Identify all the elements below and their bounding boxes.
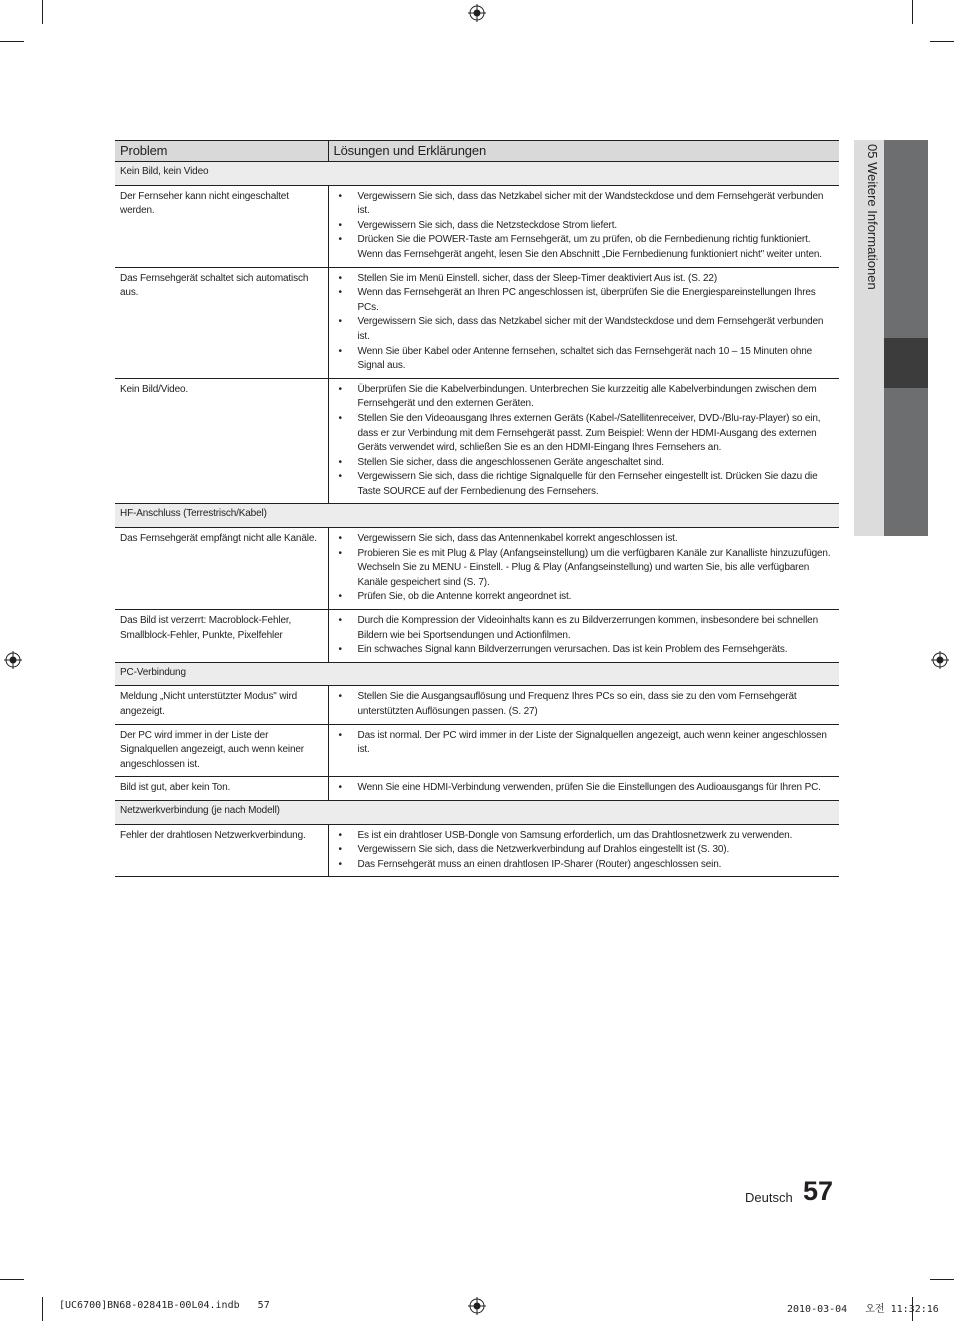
solution-list [339,614,834,658]
crop-mark [930,41,954,42]
section-title: PC-Verbindung [115,662,839,686]
chapter-tab-label: 05 Weitere Informationen [865,144,880,290]
problem-cell: Fehler der drahtlosen Netzwerkverbindung. [115,824,328,877]
solution-cell [328,777,839,801]
solution-item: • Stellen Sie sicher, dass die angeschlossenen Geräte angeschaltet sind. [339,456,834,471]
problem-cell: Der Fernseher kann nicht eingeschaltet werden. [115,185,328,267]
solution-list [339,781,834,796]
solution-cell [328,724,839,777]
solution-cell [328,528,839,610]
solution-cell [328,610,839,663]
solution-list [339,532,834,605]
section-title: Netzwerkverbindung (je nach Modell) [115,800,839,824]
crop-mark [0,41,24,42]
crop-mark [42,1297,43,1321]
section-header-row [115,162,839,186]
problem-cell: Das Fernsehgerät empfängt nicht alle Kanäle. [115,528,328,610]
solution-item: • Vergewissern Sie sich, dass die Netzwerkverbindung auf Drahlos eingestellt ist (S. 30). [339,843,834,858]
table-body [115,162,839,877]
solution-item: • Vergewissern Sie sich, dass die Netzsteckdose Strom liefert. [339,219,834,234]
registration-mark-icon [468,1297,486,1315]
table-row [115,378,839,504]
table-row [115,267,839,378]
solution-list [339,829,834,873]
solution-item: • Stellen Sie im Menü Einstell. sicher, dass der Sleep-Timer deaktiviert Aus ist. (S. 22) [339,272,834,287]
solution-item: • Das Fernsehgerät muss an einen drahtlosen IP-Sharer (Router) angeschlossen sein. [339,858,834,873]
solution-cell [328,824,839,877]
solution-column-header: Lösungen und Erklärungen [328,141,839,162]
section-title: HF-Anschluss (Terrestrisch/Kabel) [115,504,839,528]
registration-mark-icon [931,651,949,669]
table-row [115,528,839,610]
problem-cell: Kein Bild/Video. [115,378,328,504]
solution-item: • Überprüfen Sie die Kabelverbindungen. Unterbrechen Sie kurzzeitig alle Kabelverbindungen zwischen dem Fernsehgerät und den externen Geräten. [339,383,834,412]
solution-item: • Vergewissern Sie sich, dass das Netzkabel sicher mit der Wandsteckdose und dem Fernsehgerät verbunden ist. [339,315,834,344]
table-header-row [115,141,839,162]
table-row [115,724,839,777]
solution-item: • Drücken Sie die POWER-Taste am Fernsehgerät, um zu prüfen, ob die Fernbedienung richtig funktioniert. Wenn das Fernsehgerät angeht, lesen Sie den Abschnitt „Die Fernbedienung funktioniert nicht" weiter unten. [339,233,834,262]
section-title: Kein Bild, kein Video [115,162,839,186]
solution-item: • Es ist ein drahtloser USB-Dongle von Samsung erforderlich, um das Drahtlosnetzwerk zu verwenden. [339,829,834,844]
print-timestamp: 2010-03-04 오전 11:32:16 [787,1304,939,1315]
problem-cell: Der PC wird immer in der Liste der Signalquellen angezeigt, auch wenn keiner angeschlossen ist. [115,724,328,777]
solution-list [339,690,834,719]
section-header-row [115,662,839,686]
problem-cell: Meldung „Nicht unterstützter Modus" wird angezeigt. [115,686,328,724]
registration-mark-icon [468,4,486,22]
section-header-row [115,504,839,528]
solution-item: • Wenn Sie über Kabel oder Antenne fernsehen, schaltet sich das Fernsehgerät nach 10 – 15 Minuten ohne Signal aus. [339,345,834,374]
table-row [115,686,839,724]
chapter-tab-marker [884,338,928,388]
table-row [115,824,839,877]
print-file-info: [UC6700]BN68-02841B-00L04.indb 57 [59,1300,270,1311]
problem-column-header: Problem [115,141,328,162]
language-label: Deutsch [745,1190,793,1205]
solution-item: • Vergewissern Sie sich, dass das Netzkabel sicher mit der Wandsteckdose und dem Fernsehgerät verbunden ist. [339,190,834,219]
solution-list [339,272,834,374]
page-number: 57 [803,1176,834,1206]
solution-item: • Prüfen Sie, ob die Antenne korrekt angeordnet ist. [339,590,834,605]
crop-mark [0,1279,24,1280]
table-row [115,777,839,801]
solution-item: • Stellen Sie den Videoausgang Ihres externen Geräts (Kabel-/Satellitenreceiver, DVD-/Blu-ray-Player) so ein, dass er zur Verbindung mit dem Fernsehgerät passt. Zum Beispiel: Wenn der HDMI-Ausgang des externen Geräts verwendet wird, schließen Sie es an den HDMI-Eingang Ihres Fernsehers an. [339,412,834,456]
crop-mark [930,1279,954,1280]
solution-cell [328,686,839,724]
crop-mark [42,0,43,24]
troubleshooting-table [115,140,839,877]
problem-cell: Bild ist gut, aber kein Ton. [115,777,328,801]
solution-item: • Wenn das Fernsehgerät an Ihren PC angeschlossen ist, überprüfen Sie die Energiespareinstellungen Ihres PCs. [339,286,834,315]
solution-item: • Probieren Sie es mit Plug & Play (Anfangseinstellung) um die verfügbaren Kanäle zur Kanalliste hinzuzufügen. Wechseln Sie zu MENU - Einstell. - Plug & Play (Anfangseinstellung) und warten Sie, bis alle verfügbaren Kanäle gespeichert sind (S. 7). [339,547,834,591]
problem-cell: Das Fernsehgerät schaltet sich automatisch aus. [115,267,328,378]
registration-mark-icon [4,651,22,669]
solution-item: • Stellen Sie die Ausgangsauflösung und Frequenz Ihres PCs so ein, dass sie zu den vom Fernsehgerät unterstützten Auflösungen passen. (S. 27) [339,690,834,719]
table-row [115,610,839,663]
problem-cell: Das Bild ist verzerrt: Macroblock-Fehler, Smallblock-Fehler, Punkte, Pixelfehler [115,610,328,663]
solution-cell [328,267,839,378]
solution-list [339,729,834,758]
solution-cell [328,185,839,267]
solution-item: • Durch die Kompression der Videoinhalts kann es zu Bildverzerrungen kommen, insbesondere bei schnellen Bildern wie bei Sportsendungen und Actionfilmen. [339,614,834,643]
solution-item: • Vergewissern Sie sich, dass die richtige Signalquelle für den Fernseher eingestellt ist. Drücken Sie dazu die Taste SOURCE auf der Fernbedienung des Fernsehers. [339,470,834,499]
crop-mark [912,0,913,24]
section-header-row [115,800,839,824]
solution-item: • Vergewissern Sie sich, dass das Antennenkabel korrekt angeschlossen ist. [339,532,834,547]
solution-list [339,190,834,263]
solution-item: • Das ist normal. Der PC wird immer in der Liste der Signalquellen angezeigt, auch wenn keiner angeschlossen ist. [339,729,834,758]
solution-cell [328,378,839,504]
solution-item: • Ein schwaches Signal kann Bildverzerrungen verursachen. Das ist kein Problem des Fernsehgeräts. [339,643,834,658]
solution-item: • Wenn Sie eine HDMI-Verbindung verwenden, prüfen Sie die Einstellungen des Audioausgangs für Ihren PC. [339,781,834,796]
table-row [115,185,839,267]
solution-list [339,383,834,500]
